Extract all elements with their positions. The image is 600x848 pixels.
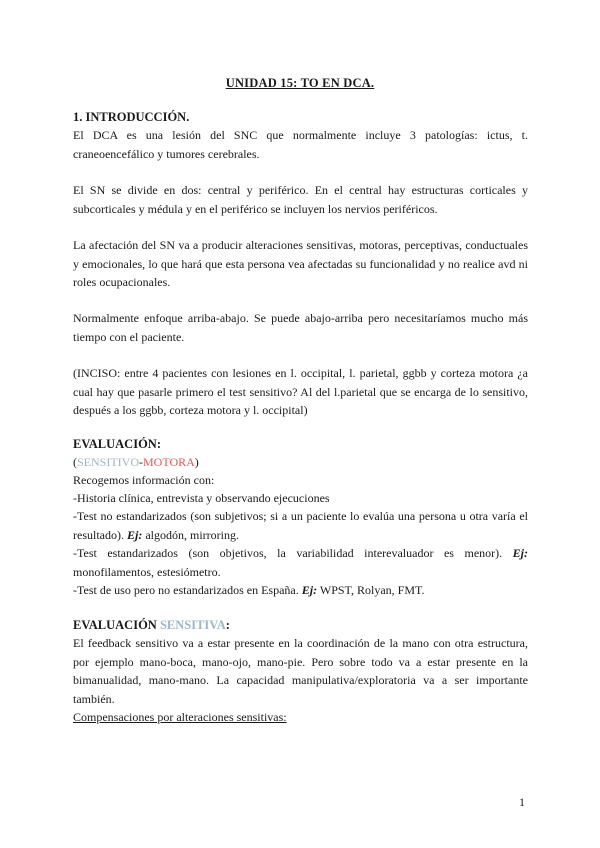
paren-open: ( [73, 455, 77, 469]
document-title: UNIDAD 15: TO EN DCA. [225, 76, 375, 90]
item-4-text: -Test de uso pero no estandarizados en España. [73, 583, 299, 597]
motora-label: MOTORA [143, 455, 195, 469]
eval-sensitiva-paragraph: El feedback sensitivo va a estar presente en la coordinación de la mano con otra estructura, por ejemplo mano-boca, mano-ojo, mano-pie. Pero sobre todo va a estar presente en la bimanualidad, mano-mano. La capacidad manipulativa/exploratoria va a ser importante también. [73, 636, 528, 706]
item-2-text: -Test no estandarizados (son subjetivos; si a un paciente lo evalúa una persona u otra varía el resultado). [73, 509, 528, 542]
compensaciones-subheading: Compensaciones por alteraciones sensitivas: [73, 710, 287, 724]
evaluacion-subtitle [73, 453, 528, 472]
item-3-rest: monofilamentos, estesiómetro. [73, 564, 221, 579]
evaluacion-heading: EVALUACIÓN: [73, 437, 161, 451]
page-number: 1 [519, 795, 525, 809]
evaluacion-item-4 [73, 581, 528, 600]
item-4-rest: WPST, Rolyan, FMT. [317, 583, 425, 597]
intro-paragraph-2: El SN se divide en dos: central y periférico. En el central hay estructuras corticales y subcorticales y médula y en el periférico se incluyen los nervios periféricos. [73, 183, 528, 216]
label-dash: - [139, 455, 143, 469]
item-3-text: -Test estandarizados (son objetivos, la variabilidad interevaluador es menor). [73, 546, 503, 560]
item-2-rest: algodón, mirroring. [142, 527, 239, 542]
intro-paragraph-1: El DCA es una lesión del SNC que normalmente incluye 3 patologías: ictus, t. craneoencefálico y tumores cerebrales. [73, 128, 528, 161]
evaluacion-item-1: -Historia clínica, entrevista y observando ejecuciones [73, 491, 330, 505]
eval-sensitiva-heading [73, 616, 528, 635]
evaluacion-intro-line: Recogemos información con: [73, 473, 215, 487]
eval-sensitiva-heading-c: : [225, 618, 230, 632]
item-2-ej: Ej: [126, 527, 143, 542]
intro-paragraph-5: (INCISO: entre 4 pacientes con lesiones en l. occipital, l. parietal, ggbb y corteza motora ¿a cual hay que pasarle primero el test sensitivo? Al del l.parietal que se encarga de lo sensitivo, después a los ggbb, corteza motora y l. occipital) [73, 366, 528, 418]
sensitivo-label: SENSITIVO [77, 455, 139, 469]
intro-heading: 1. INTRODUCCIÓN. [73, 110, 190, 124]
eval-sensitiva-heading-b: SENSITIVA [159, 618, 226, 632]
paren-close: ) [194, 455, 199, 469]
intro-paragraph-3: La afectación del SN va a producir alteraciones sensitivas, motoras, perceptivas, conductuales y emocionales, lo que hará que esta persona vea afectadas su funcionalidad y no realice avd ni roles ocupacionales. [73, 238, 528, 290]
evaluacion-item-2 [73, 507, 528, 544]
intro-paragraph-4: Normalmente enfoque arriba-abajo. Se puede abajo-arriba pero necesitaríamos mucho más tiempo con el paciente. [73, 311, 528, 344]
evaluacion-item-3 [73, 544, 528, 581]
item-3-ej: Ej: [512, 546, 528, 560]
item-4-ej: Ej: [301, 583, 318, 597]
eval-sensitiva-heading-a: EVALUACIÓN [73, 618, 160, 632]
